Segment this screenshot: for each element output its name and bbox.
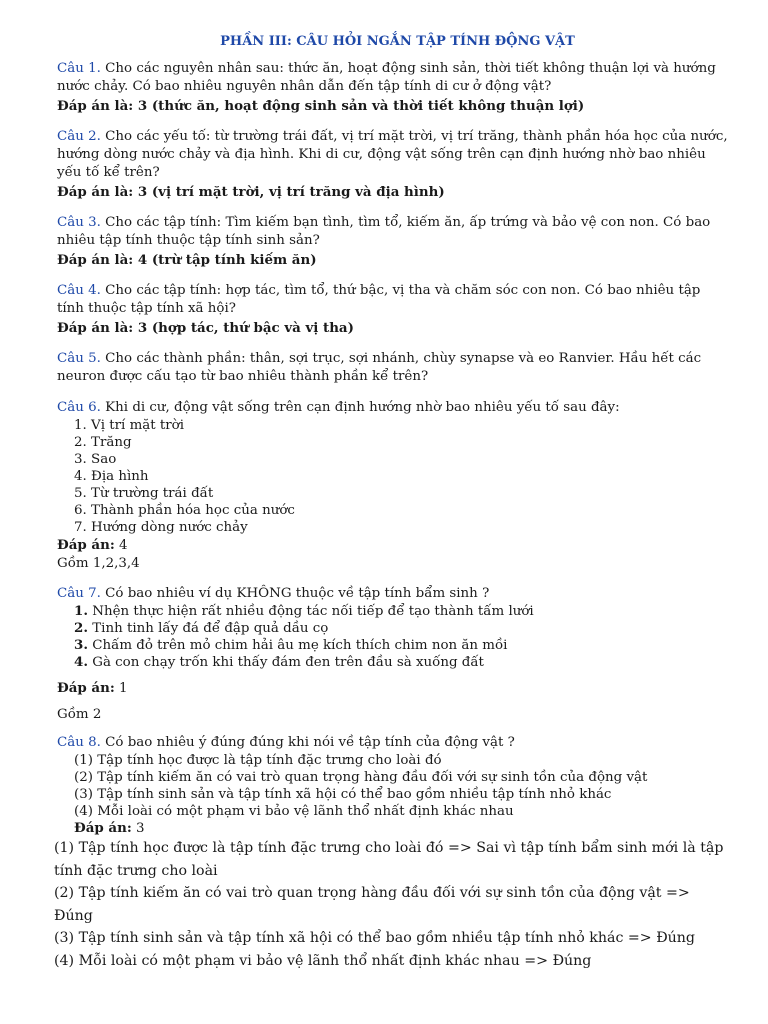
question-label: Câu 5. [57,351,101,366]
list-item: (2) Tập tính kiếm ăn có vai trò quan trọng hàng đầu đối với sự sinh tồn của động vật [74,770,648,785]
question-7 [57,585,728,724]
list-item: 3. Sao [74,452,117,467]
question-text [57,60,728,96]
question-text [57,350,728,386]
question-body: Cho các nguyên nhân sau: thức ăn, hoạt động sinh sản, thời tiết không thuận lợi và hướng nước chảy. Có bao nhiêu nguyên nhân dẫn đến tập tính di cư ở động vật? [57,61,716,94]
list-item: 4. Gà con chạy trốn khi thấy đám đen trên đầu sà xuống đất [74,654,484,670]
question-2 [57,128,728,201]
question-body: Cho các thành phần: thân, sợi trục, sợi nhánh, chùy synapse và eo Ranvier. Hầu hết các neuron được cấu tạo từ bao nhiêu thành phần kể trên? [57,351,702,384]
question-label: Câu 8. [57,735,101,750]
question-label: Câu 3. [57,215,101,230]
list-item: 2. Trăng [74,435,132,450]
answer: Đáp án là: 3 (thức ăn, hoạt động sinh sản và thời tiết không thuận lợi) [57,98,585,114]
question-label: Câu 2. [57,129,101,144]
option-list [57,603,728,671]
statement-list [57,752,728,820]
question-text [57,128,728,182]
question-body: Cho các tập tính: hợp tác, tìm tổ, thứ bậc, vị tha và chăm sóc con non. Có bao nhiêu tập tính thuộc tập tính xã hội? [57,283,701,316]
question-body: Cho các yếu tố: từ trường trái đất, vị trí mặt trời, vị trí trăng, thành phần hóa học của nước, hướng dòng nước chảy và địa hình. Khi di cư, động vật sống trên cạn định hướng nhờ bao nhiêu yếu tố kể trên? [57,129,728,180]
question-3 [57,214,728,269]
explanation-item: (2) Tập tính kiếm ăn có vai trò quan trọng hàng đầu đối với sự sinh tồn của động vật => Đúng [54,885,690,924]
question-body: Cho các tập tính: Tìm kiếm bạn tình, tìm tổ, kiếm ăn, ấp trứng và bảo vệ con non. Có bao nhiêu tập tính thuộc tập tính sinh sản? [57,215,711,248]
list-item: (1) Tập tính học được là tập tính đặc trưng cho loài đó [74,753,442,768]
question-text [57,734,728,752]
question-body: Có bao nhiêu ý đúng đúng khi nói về tập tính của động vật ? [100,735,515,750]
question-text [57,585,728,603]
question-label: Câu 1. [57,61,101,76]
answer: Đáp án là: 3 (vị trí mặt trời, vị trí trăng và địa hình) [57,184,445,200]
list-item: 1. Vị trí mặt trời [74,418,185,433]
question-4 [57,282,728,337]
question-label: Câu 6. [57,400,101,415]
question-label: Câu 4. [57,283,101,298]
answer: Đáp án: 4 [57,537,128,553]
option-list [57,417,728,536]
page-title: PHẦN III: CÂU HỎI NGẮN TẬP TÍNH ĐỘNG VẬT [220,34,575,49]
explanation-list [54,837,728,972]
question-label: Câu 7. [57,586,101,601]
answer: Đáp án là: 3 (hợp tác, thứ bậc và vị tha) [57,320,354,336]
question-text [57,214,728,250]
question-5 [57,350,728,386]
question-text [57,399,728,417]
explanation-item: (3) Tập tính sinh sản và tập tính xã hội có thể bao gồm nhiều tập tính nhỏ khác => Đúng [54,930,696,946]
answer: Đáp án là: 4 (trừ tập tính kiếm ăn) [57,252,317,268]
list-item: 1. Nhện thực hiện rất nhiều động tác nối tiếp để tạo thành tấm lưới [74,603,534,619]
list-item: 4. Địa hình [74,469,149,484]
list-item: 6. Thành phần hóa học của nước [74,503,295,518]
question-6 [57,399,728,573]
question-8 [54,734,728,972]
list-item: (4) Mỗi loài có một phạm vi bảo vệ lãnh thổ nhất định khác nhau [74,804,514,819]
question-1 [57,60,728,115]
explanation-item: (1) Tập tính học được là tập tính đặc trưng cho loài đó => Sai vì tập tính bẩm sinh mới là tập tính đặc trưng cho loài [54,840,724,879]
question-body: Khi di cư, động vật sống trên cạn định hướng nhờ bao nhiêu yếu tố sau đây: [100,400,620,415]
list-item: (3) Tập tính sinh sản và tập tính xã hội có thể bao gồm nhiều tập tính nhỏ khác [74,787,612,802]
answer-note: Gồm 1,2,3,4 [57,556,140,571]
answer: Đáp án: 3 [74,820,145,836]
list-item: 7. Hướng dòng nước chảy [74,520,248,535]
list-item: 3. Chấm đỏ trên mỏ chim hải âu mẹ kích thích chim non ăn mồi [74,637,508,653]
explanation-item: (4) Mỗi loài có một phạm vi bảo vệ lãnh thổ nhất định khác nhau => Đúng [54,952,592,969]
list-item: 5. Từ trường trái đất [74,486,214,501]
list-item: 2. Tinh tinh lấy đá để đập quả dầu cọ [74,620,329,636]
question-body: Có bao nhiêu ví dụ KHÔNG thuộc về tập tính bẩm sinh ? [100,586,490,601]
answer-note: Gồm 2 [57,707,102,722]
question-text [57,282,728,318]
answer: Đáp án: 1 [57,680,128,696]
